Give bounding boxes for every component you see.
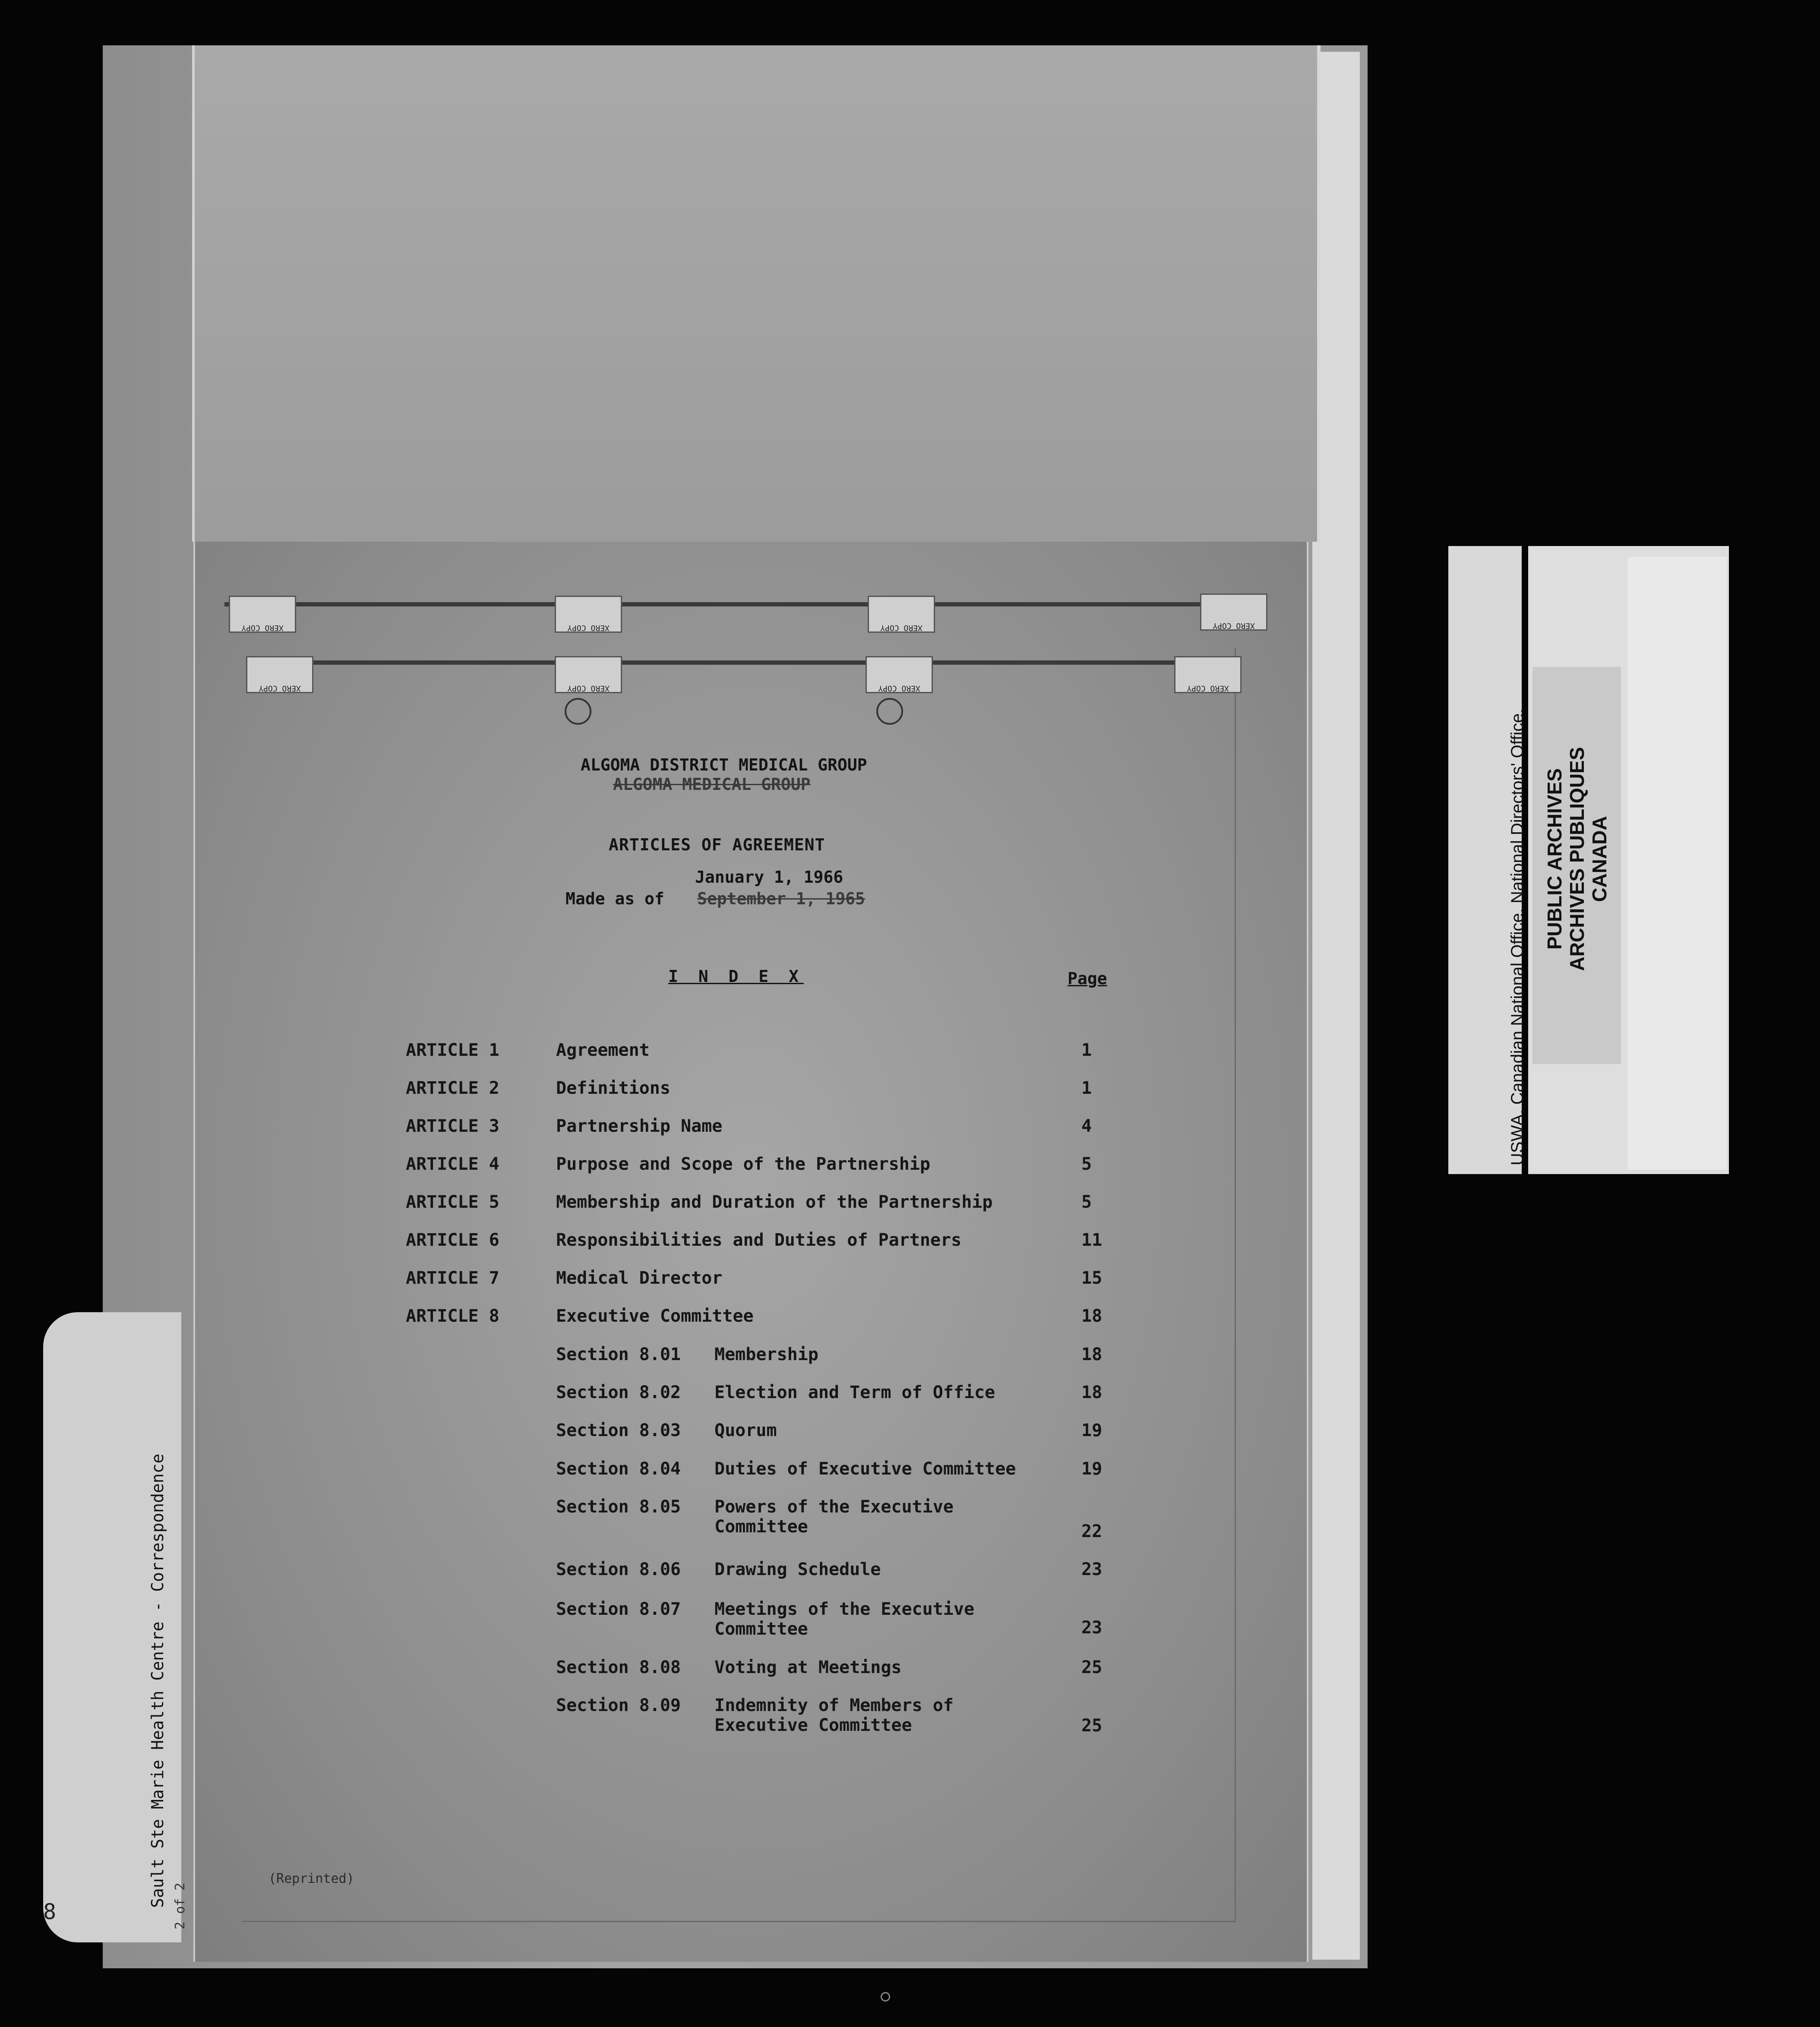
section-page: 23 (1081, 1618, 1103, 1638)
article-number: ARTICLE 7 (406, 1268, 499, 1288)
punch-hole-ring (565, 698, 591, 725)
xero-copy-clip: XERO COPY (555, 596, 622, 633)
film-speck (881, 1992, 890, 2002)
section-title: Quorum (714, 1421, 777, 1440)
section-number: Section 8.07 (556, 1599, 681, 1619)
section-page: 25 (1081, 1658, 1103, 1677)
section-number: Section 8.09 (556, 1695, 681, 1715)
section-title: Duties of Executive Committee (714, 1459, 1016, 1479)
article-page: 4 (1081, 1116, 1092, 1136)
article-title: Partnership Name (556, 1116, 723, 1136)
public-archives-line1: PUBLIC ARCHIVES (1543, 768, 1566, 950)
section-number: Section 8.08 (556, 1658, 681, 1677)
xero-copy-clip: XERO COPY (866, 656, 933, 693)
article-title: Medical Director (556, 1268, 723, 1288)
article-title: Definitions (556, 1078, 670, 1098)
public-archives-line3: CANADA (1588, 816, 1611, 902)
xero-copy-clip: XERO COPY (246, 656, 313, 693)
section-page: 19 (1081, 1459, 1103, 1479)
section-number: Section 8.03 (556, 1421, 681, 1440)
section-title: Drawing Schedule (714, 1560, 881, 1579)
section-title: Election and Term of Office (714, 1383, 995, 1402)
article-title: Executive Committee (556, 1306, 754, 1326)
article-page: 5 (1081, 1192, 1092, 1212)
article-number: ARTICLE 3 (406, 1116, 499, 1136)
struck-date: September 1, 1965 (697, 889, 865, 908)
xero-copy-clip: XERO COPY (1174, 656, 1242, 693)
xero-copy-clip: XERO COPY (868, 596, 935, 633)
folder-tab-mark: 8 (43, 1899, 57, 1924)
public-archives-line2: ARCHIVES PUBLIQUES (1566, 747, 1588, 971)
article-page: 1 (1081, 1040, 1092, 1060)
section-page: 23 (1081, 1560, 1103, 1579)
article-title: Agreement (556, 1040, 650, 1060)
article-page: 15 (1081, 1268, 1103, 1288)
section-number: Section 8.05 (556, 1497, 681, 1517)
reprinted-note: (Reprinted) (269, 1871, 354, 1886)
article-number: ARTICLE 2 (406, 1078, 499, 1098)
public-archives-stamp (1543, 686, 1611, 1032)
xero-copy-clip: XERO COPY (1200, 594, 1267, 631)
section-page: 22 (1081, 1522, 1103, 1541)
folder-tab-file-count: 2 of 2 (173, 1882, 188, 1929)
section-title: Voting at Meetings (714, 1658, 902, 1677)
xero-copy-clip: XERO COPY (229, 596, 296, 633)
document-heading: ARTICLES OF AGREEMENT (609, 835, 825, 854)
article-number: ARTICLE 1 (406, 1040, 499, 1060)
section-number: Section 8.02 (556, 1383, 681, 1402)
section-number: Section 8.01 (556, 1345, 681, 1364)
article-page: 5 (1081, 1154, 1092, 1174)
section-page: 18 (1081, 1345, 1103, 1364)
section-title: Meetings of the Executive Committee (714, 1599, 975, 1639)
archive-reference-line1: USWA, Canadian National Office, National Directors' Office, (1508, 708, 1527, 1165)
article-title: Membership and Duration of the Partnership (556, 1192, 993, 1212)
section-number: Section 8.06 (556, 1560, 681, 1579)
section-title: Indemnity of Members of Executive Committee (714, 1695, 954, 1735)
page-column-header: Page (1068, 969, 1107, 988)
section-page: 19 (1081, 1421, 1103, 1440)
article-number: ARTICLE 5 (406, 1192, 499, 1212)
article-page: 18 (1081, 1306, 1103, 1326)
article-page: 1 (1081, 1078, 1092, 1098)
article-title: Responsibilities and Duties of Partners (556, 1230, 962, 1250)
section-page: 25 (1081, 1716, 1103, 1736)
agreement-date: January 1, 1966 (695, 868, 844, 887)
article-title: Purpose and Scope of the Partnership (556, 1154, 930, 1174)
fastener-bar-top (224, 602, 1261, 606)
punch-hole-ring (876, 698, 903, 725)
article-page: 11 (1081, 1230, 1103, 1250)
fastener-bar-bottom (250, 660, 1226, 665)
organization-name: ALGOMA DISTRICT MEDICAL GROUP (581, 755, 867, 774)
article-number: ARTICLE 8 (406, 1306, 499, 1326)
xero-copy-clip: XERO COPY (555, 656, 622, 693)
section-page: 18 (1081, 1383, 1103, 1402)
article-number: ARTICLE 6 (406, 1230, 499, 1250)
made-as-of-label: Made as of (566, 889, 664, 908)
folder-tab-line1: Sault Ste Marie Health Centre - Correspondence (148, 1453, 167, 1908)
index-title: I N D E X (668, 967, 804, 986)
section-number: Section 8.04 (556, 1459, 681, 1479)
public-archives-card-side (1627, 557, 1727, 1170)
section-title: Powers of the Executive Committee (714, 1497, 954, 1537)
section-title: Membership (714, 1345, 818, 1364)
struck-organization-name: ALGOMA MEDICAL GROUP (613, 775, 811, 794)
article-number: ARTICLE 4 (406, 1154, 499, 1174)
folder-inner-cover (192, 45, 1321, 542)
